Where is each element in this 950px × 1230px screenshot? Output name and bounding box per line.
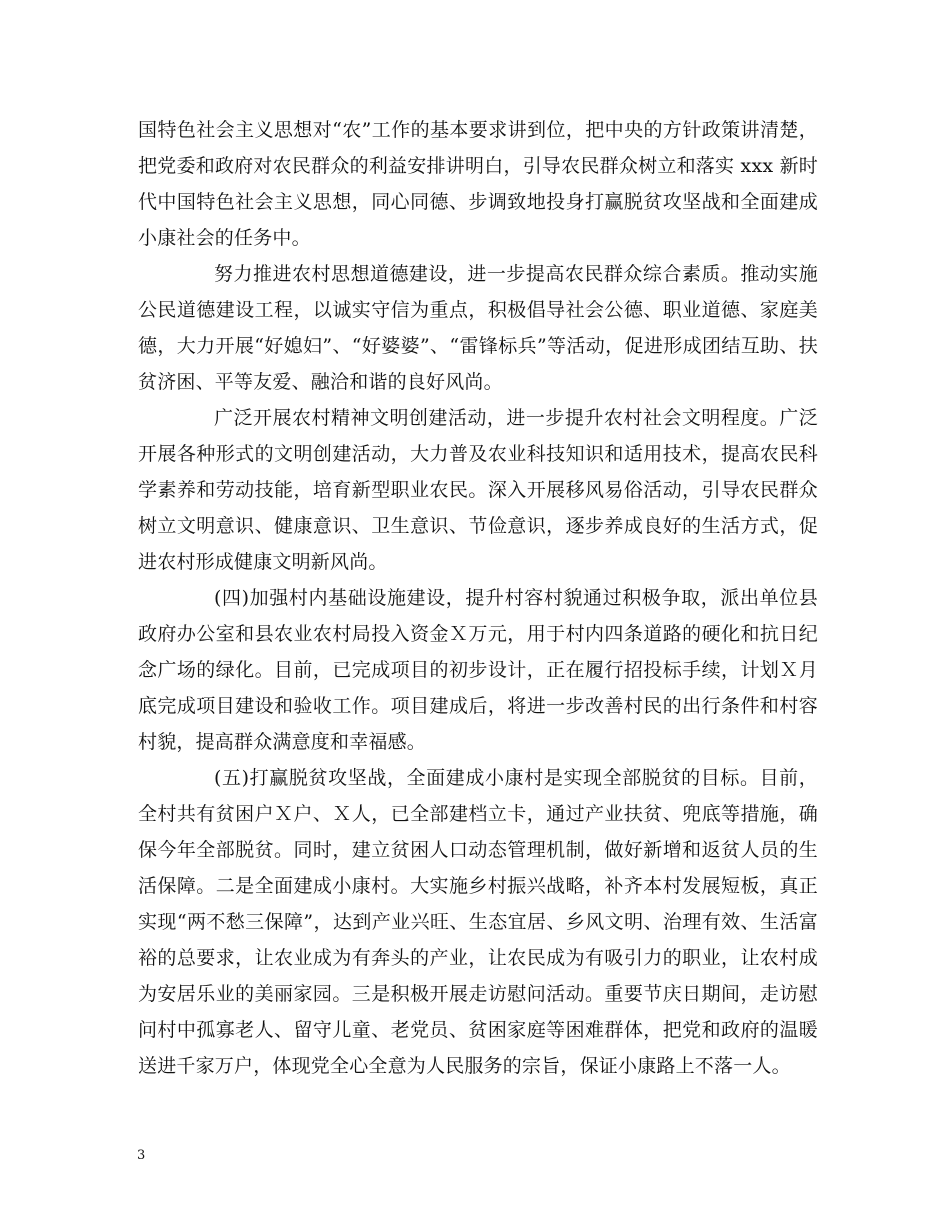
paragraph-civilization-campaign: 广泛开展农村精神文明创建活动，进一步提升农村社会文明程度。广泛开展各种形式的文明创建活动，大力普及农业科技知识和适用技术，提高农民科学素养和劳动技能，培育新型职业农民。深入开展移风易俗活动，引导农民群众树立文明意识、健康意识、卫生意识、节俭意识，逐步养成良好的生活方式，促进农村形成健康文明新风尚。 [138, 407, 818, 573]
page-number: 3 [137, 1148, 146, 1163]
paragraph-poverty-alleviation: (五)打赢脱贫攻坚战，全面建成小康村是实现全部脱贫的目标。目前，全村共有贫困户Ｘ户、Ｘ人，已全部建档立卡，通过产业扶贫、兜底等措施，确保今年全部脱贫。同时，建立贫困人口动态管理机制，做好新增和返贫人员的生活保障。二是全面建成小康村。大实施乡村振兴战略，补齐本村发展短板，真正实现“两不愁三保障”，达到产业兴旺、生态宜居、乡风文明、治理有效、生活富裕的总要求，让农业成为有奔头的产业，让农民成为有吸引力的职业，让农村成为安居乐业的美丽家园。三是积极开展走访慰问活动。重要节庆日期间，走访慰问村中孤寡老人、留守儿童、老党员、贫困家庭等困难群体，把党和政府的温暖送进千家万户，体现党全心全意为人民服务的宗旨，保证小康路上不落一人。 [138, 767, 818, 1077]
paragraph-moral-construction: 努力推进农村思想道德建设，进一步提高农民群众综合素质。推动实施公民道德建设工程，以诚实守信为重点，积极倡导社会公德、职业道德、家庭美德，大力开展“好媳妇”、“好婆婆”、“雷锋标兵”等活动，促进形成团结互助、扶贫济困、平等友爱、融洽和谐的良好风尚。 [138, 263, 818, 393]
paragraph-continued: 国特色社会主义思想对“农”工作的基本要求讲到位，把中央的方针政策讲清楚，把党委和政府对农民群众的利益安排讲明白，引导农民群众树立和落实 xxx 新时代中国特色社会主义思想，同心同德、步调致地投身打赢脱贫攻坚战和全面建成小康社会的任务中。 [138, 119, 818, 249]
paragraph-infrastructure: (四)加强村内基础设施建设，提升村容村貌通过积极争取，派出单位县政府办公室和县农业农村局投入资金Ｘ万元，用于村内四条道路的硬化和抗日纪念广场的绿化。目前，已完成项目的初步设计，正在履行招投标手续，计划Ｘ月底完成项目建设和验收工作。项目建成后，将进一步改善村民的出行条件和村容村貌，提高群众满意度和幸福感。 [138, 587, 818, 753]
document-body [138, 112, 818, 1084]
